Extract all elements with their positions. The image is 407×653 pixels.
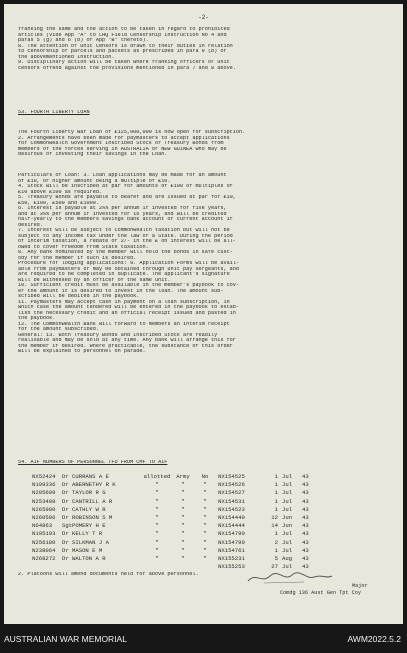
text-line: for Commonwealth Government Inscribed Stock or Treasury Bonds from bbox=[18, 141, 224, 146]
cell-service-number: N253498 bbox=[32, 497, 56, 505]
cell-col2: " bbox=[181, 546, 185, 554]
cell-allotted-army-no bbox=[140, 563, 218, 571]
cell-month: Jul bbox=[282, 481, 293, 489]
cell-year: 43 bbox=[302, 513, 309, 521]
cell-col2: " bbox=[181, 522, 185, 530]
cell-col2: " bbox=[181, 497, 185, 505]
cell-month: Jul bbox=[282, 505, 293, 513]
signature-unit: Comdg 136 Aust Gen Tpt Coy bbox=[280, 589, 361, 596]
text-line: 6. Interest is payable at 2¼% per annum if invested for five years, bbox=[18, 206, 227, 211]
text-line: 10. Sufficient credit must be available in the member's paybook to cov- bbox=[18, 283, 240, 288]
text-line: for the amount subscribed. bbox=[18, 327, 99, 332]
cell-date bbox=[264, 539, 302, 547]
cell-new-aif-number: NX155231 bbox=[218, 554, 245, 562]
page-number: -2- bbox=[198, 14, 209, 21]
text-line: 7. Interest will be subject to Commonwealth taxation but will not be bbox=[18, 228, 230, 233]
cell-new-aif-number: NX154527 bbox=[218, 489, 245, 497]
cell-col3: " bbox=[203, 513, 207, 521]
table-row bbox=[32, 489, 372, 497]
cell-month: Jul bbox=[282, 489, 293, 497]
section-53-heading bbox=[18, 110, 391, 116]
cell-name bbox=[72, 563, 140, 571]
text-line: £10 above £100 as required. bbox=[18, 189, 103, 195]
cell-service-number bbox=[32, 563, 62, 571]
cell-name: CATHLY W R bbox=[72, 505, 106, 513]
cell-col3: " bbox=[203, 538, 207, 546]
cell-year: 43 bbox=[302, 530, 309, 538]
signature-block bbox=[274, 574, 394, 596]
cell-name: MASON E M bbox=[72, 546, 103, 554]
cell-month: Jul bbox=[282, 546, 293, 554]
cell-new-aif-number: NX154761 bbox=[218, 546, 245, 554]
cell-new-aif-number: NX154790 bbox=[218, 530, 245, 538]
cell-col1: " bbox=[155, 530, 159, 538]
cell-allotted-army-no bbox=[140, 539, 218, 547]
cell-service-number: N195193 bbox=[32, 530, 56, 538]
text-line: will be witnessed by an officer of the same unit. bbox=[18, 277, 171, 283]
cell-month: Aug bbox=[282, 554, 293, 562]
cell-service-number: N238064 bbox=[32, 546, 56, 554]
cell-year: 43 bbox=[302, 481, 309, 489]
cell-new-aif-number: NX154523 bbox=[218, 505, 245, 513]
text-line: to censorship of parcels and packets as prescribed in para 9 (b) of bbox=[18, 49, 227, 54]
cell-name: CANTRILL A R bbox=[72, 497, 113, 505]
text-line: 8. Any bank nominated by the member will hold the bonds in safe cust- bbox=[18, 250, 233, 255]
text-line: desirous of investing their savings in the Loan. bbox=[18, 152, 168, 157]
cell-date bbox=[264, 473, 302, 481]
text-line: 2. Arrangements have been made for paymasters to accept applications bbox=[18, 135, 230, 141]
cell-new-aif-number: NX155253 bbox=[218, 563, 245, 571]
cell-day: 1 bbox=[274, 505, 278, 513]
cell-date bbox=[264, 481, 302, 489]
cell-allotted-army-no bbox=[140, 530, 218, 538]
text-line: half-yearly to the members savings bank account or current account if bbox=[18, 217, 233, 222]
table-row bbox=[32, 530, 372, 538]
text-line: £50, £100, £500 and £1000. bbox=[18, 200, 99, 206]
cell-col2: " bbox=[181, 554, 185, 562]
paragraphs-block-1 bbox=[18, 27, 391, 71]
text-line: of £10, or higher amount being a multiple of £10. bbox=[18, 178, 171, 184]
signature-rank: Major bbox=[352, 583, 368, 589]
text-line: 2. Platoons will amend documents held for above personnel. bbox=[18, 572, 199, 577]
cell-col2: " bbox=[181, 513, 185, 521]
cell-rank: Dr bbox=[62, 473, 69, 480]
cell-col3: " bbox=[203, 546, 207, 554]
text-line: Procedure for lodging applications: 9. Application Forms will be avail- bbox=[18, 261, 240, 266]
personnel-table bbox=[32, 473, 372, 571]
loan-particulars bbox=[18, 173, 391, 355]
text-line: ody for the member if such is desired. bbox=[18, 255, 137, 261]
cell-day: 27 bbox=[271, 563, 278, 571]
text-line: 5. Treasury Bonds are payable to bearer and are issued at par for £10, bbox=[18, 195, 236, 200]
section-53-intro bbox=[18, 130, 391, 158]
text-line: scribed will be debited in the paybook. bbox=[18, 294, 140, 299]
cell-service-number: N256180 bbox=[32, 538, 56, 546]
cell-allotted-army-no bbox=[140, 514, 218, 522]
cell-col3: No bbox=[201, 473, 209, 480]
cell-year: 43 bbox=[302, 473, 309, 480]
cell-col3: " bbox=[203, 497, 207, 505]
cell-date bbox=[264, 506, 302, 514]
cell-rank: Dr bbox=[62, 497, 69, 505]
cell-name: ROBINSON S M bbox=[72, 513, 113, 521]
text-line: are required to be completed in duplicate. The applicant's signature bbox=[18, 272, 230, 277]
cell-year: 43 bbox=[302, 563, 309, 571]
cell-year: 43 bbox=[302, 489, 309, 497]
cell-new-aif-number: NX154525 bbox=[218, 473, 245, 480]
cell-month: Jun bbox=[282, 513, 293, 521]
text-line: able from paymasters or may be obtained through unit pay sergeants, and bbox=[18, 266, 240, 272]
cell-day: 1 bbox=[274, 530, 278, 538]
cell-col3: " bbox=[203, 481, 207, 489]
cell-service-number: N64863 bbox=[32, 522, 53, 530]
cell-day: 5 bbox=[274, 554, 278, 562]
text-line: owed to cover freedom from State taxation. bbox=[18, 244, 149, 250]
section-heading: 54. AIF NUMBERS OF PERSONNEL TFD FROM CMF TO AIF bbox=[18, 460, 168, 465]
text-line: of interim taxation, a rebate of 2/- in the £ on interest will be all- bbox=[18, 239, 236, 244]
text-line: censors offend against the provisions mentioned in para 7 and 8 above. bbox=[18, 65, 236, 71]
text-line: lish the necessary credit and an official receipt issued and pasted in bbox=[18, 310, 236, 316]
text-line: 12. The Commonwealth Bank will forward to members an interim receipt bbox=[18, 321, 230, 327]
cell-year: 43 bbox=[302, 497, 309, 505]
cell-day: 1 bbox=[274, 473, 278, 480]
section-54-heading bbox=[18, 460, 391, 466]
cell-year: 43 bbox=[302, 546, 309, 554]
cell-name: SILKMAN J A bbox=[72, 538, 109, 546]
cell-day: 1 bbox=[274, 546, 278, 554]
table-row bbox=[32, 522, 372, 530]
cell-col1: " bbox=[155, 497, 159, 505]
cell-rank bbox=[62, 563, 72, 571]
cell-col1: " bbox=[155, 554, 159, 562]
text-line: the paybook. bbox=[18, 316, 56, 321]
cell-name: ABERNETHY R K bbox=[72, 481, 116, 489]
cell-date bbox=[264, 522, 302, 530]
cell-col2: " bbox=[181, 489, 185, 497]
cell-col2: " bbox=[181, 538, 185, 546]
text-line: franking the same and the action to be taken in regard to prohibited bbox=[18, 27, 230, 32]
cell-day: 1 bbox=[274, 489, 278, 497]
text-line: members of the forces serving in AUSTRALIA or NEW GUINEA who may be bbox=[18, 146, 227, 152]
table-row bbox=[32, 539, 372, 547]
text-line: and at 3¼% per annum if invested for 16 years, and will be credited bbox=[18, 211, 227, 217]
cell-col3: " bbox=[203, 489, 207, 497]
cell-col1: " bbox=[155, 489, 159, 497]
cell-col1: " bbox=[155, 481, 159, 489]
cell-col3: " bbox=[203, 554, 207, 562]
cell-allotted-army-no bbox=[140, 481, 218, 489]
cell-col1: " bbox=[155, 546, 159, 554]
cell-date bbox=[264, 547, 302, 555]
cell-service-number: N268272 bbox=[32, 554, 56, 562]
table-row bbox=[32, 555, 372, 563]
cell-service-number: N260596 bbox=[32, 513, 56, 521]
cell-allotted-army-no bbox=[140, 489, 218, 497]
text-line: the abovementioned Instruction. bbox=[18, 54, 115, 60]
cell-rank: Dr bbox=[62, 538, 69, 546]
cell-rank: Sgt bbox=[62, 522, 73, 530]
cell-service-number: N205699 bbox=[32, 489, 56, 497]
cell-col2: Army bbox=[176, 473, 190, 480]
cell-day: 1 bbox=[274, 481, 278, 489]
cell-allotted-army-no bbox=[140, 506, 218, 514]
text-line: 4. Stock will be inscribed at par for amounts of £100 or multiples of bbox=[18, 184, 233, 189]
text-line: which case the amount tendered will be entered in the paybook to estab- bbox=[18, 305, 240, 310]
text-line: will be explained to personnel on parade. bbox=[18, 349, 146, 354]
cell-rank: Dr bbox=[62, 554, 69, 562]
cell-year: 43 bbox=[302, 505, 309, 513]
text-line: 11. Paymasters may accept cash in payment on a loan subscription, in bbox=[18, 299, 230, 305]
cell-new-aif-number: NX154526 bbox=[218, 481, 245, 489]
text-line: 8. The attention of Unit Censors is drawn to their duties in relation bbox=[18, 43, 233, 49]
cell-service-number: N199336 bbox=[32, 481, 56, 489]
cell-new-aif-number: NX154440 bbox=[218, 513, 245, 521]
cell-date bbox=[264, 498, 302, 506]
cell-col3: " bbox=[203, 505, 207, 513]
cell-name: WALTON A R bbox=[72, 554, 106, 562]
text-line: articles (vide App "A" to LHQ Field Censorship Instruction No 4 and bbox=[18, 32, 227, 38]
cell-date bbox=[264, 489, 302, 497]
cell-rank: Dr bbox=[62, 481, 69, 489]
handwritten-signature bbox=[244, 570, 334, 586]
text-line: subject to any income tax under the law of a State. During the period bbox=[18, 233, 233, 239]
archive-footer bbox=[0, 624, 407, 653]
cell-col2: " bbox=[181, 505, 185, 513]
footer-record-id: AWM2022.5.2 bbox=[347, 634, 401, 644]
table-row bbox=[32, 498, 372, 506]
cell-new-aif-number: NX154444 bbox=[218, 522, 245, 530]
cell-col1: " bbox=[155, 538, 159, 546]
cell-year: 43 bbox=[302, 522, 309, 530]
cell-new-aif-number: NX154531 bbox=[218, 497, 245, 505]
cell-date bbox=[264, 530, 302, 538]
cell-date bbox=[264, 555, 302, 563]
text-line: Particulars of Loan: 3. Loan applications may be made for an amount bbox=[18, 173, 227, 178]
cell-allotted-army-no bbox=[140, 555, 218, 563]
text-line: desired. bbox=[18, 222, 43, 228]
cell-col1: " bbox=[155, 513, 159, 521]
cell-name: KELLY T R bbox=[72, 530, 103, 538]
cell-rank: Dr bbox=[62, 546, 69, 554]
cell-col1: allotted bbox=[143, 473, 171, 480]
cell-year: 43 bbox=[302, 554, 309, 562]
table-row bbox=[32, 547, 372, 555]
cell-col1: " bbox=[155, 522, 159, 530]
cell-year: 43 bbox=[302, 538, 309, 546]
text-line: 9. Disciplinary action will be taken where franking officers or unit bbox=[18, 60, 230, 65]
cell-allotted-army-no bbox=[140, 522, 218, 530]
cell-month: Jun bbox=[282, 522, 293, 530]
cell-allotted-army-no bbox=[140, 498, 218, 506]
cell-col3: " bbox=[203, 530, 207, 538]
table-row bbox=[32, 481, 372, 489]
cell-service-number: NX52424 bbox=[32, 473, 56, 480]
cell-new-aif-number: NX154790 bbox=[218, 538, 245, 546]
cell-date bbox=[264, 514, 302, 522]
table-row bbox=[32, 506, 372, 514]
cell-rank: Dr bbox=[62, 489, 69, 497]
cell-day: 12 bbox=[271, 513, 278, 521]
cell-col3: " bbox=[203, 522, 207, 530]
cell-col2: " bbox=[181, 481, 185, 489]
cell-day: 2 bbox=[274, 538, 278, 546]
cell-col2: " bbox=[181, 530, 185, 538]
cell-rank: Dr bbox=[62, 530, 69, 538]
cell-rank: Dr bbox=[62, 505, 69, 513]
text-line: er the amount it is desired to invest in the loan. The amount sub- bbox=[18, 288, 224, 294]
cell-rank: Dr bbox=[62, 513, 69, 521]
text-line: realisable and may be sold at any time. Any bank will arrange this for bbox=[18, 338, 236, 343]
footer-institution: AUSTRALIAN WAR MEMORIAL bbox=[4, 634, 127, 644]
cell-month: Jul bbox=[282, 538, 293, 546]
text-line: the member if desired. Where practicable, the substance of this order bbox=[18, 343, 233, 349]
text-line: General: 13. Both Treasury Bonds and Inscribed Stock are readily bbox=[18, 332, 218, 338]
cell-name: POMERY H E bbox=[72, 522, 106, 530]
cell-month: Jul bbox=[282, 473, 293, 480]
cell-col1: " bbox=[155, 505, 159, 513]
text-line: The Fourth Liberty War Loan of £125,000,000 is now open for subscription. bbox=[18, 130, 246, 135]
table-row bbox=[32, 514, 372, 522]
cell-name: TAYLOR R G bbox=[72, 489, 106, 497]
cell-month: Jul bbox=[282, 530, 293, 538]
cell-month: Jul bbox=[282, 563, 293, 571]
cell-allotted-army-no bbox=[140, 547, 218, 555]
table-row bbox=[32, 473, 372, 481]
cell-day: 14 bbox=[271, 522, 278, 530]
cell-name: CURRANS A E bbox=[72, 473, 109, 480]
cell-day: 1 bbox=[274, 497, 278, 505]
cell-service-number: N265980 bbox=[32, 505, 56, 513]
cell-month: Jul bbox=[282, 497, 293, 505]
section-heading: 53. FOURTH LIBERTY LOAN bbox=[18, 110, 90, 115]
document-page bbox=[4, 4, 403, 624]
text-line: paras 5 (g) and 6 (b) of App "B" thereto). bbox=[18, 38, 149, 43]
cell-allotted-army-no bbox=[140, 473, 218, 481]
